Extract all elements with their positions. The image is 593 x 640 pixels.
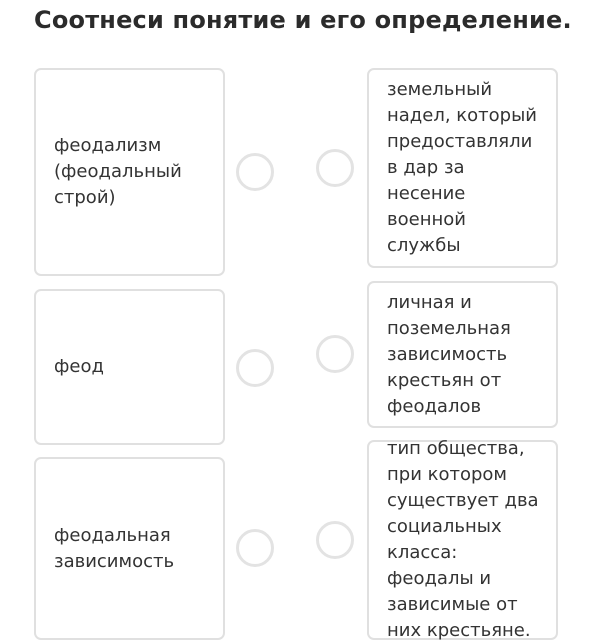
definition-text: тип общества, при котором существует два социальных класса: феодалы и зависимые от них крестьяне. bbox=[387, 438, 539, 640]
concept-card-3[interactable] bbox=[34, 457, 225, 640]
definition-text: личная и поземельная зависимость крестьян от феодалов bbox=[387, 291, 511, 417]
concept-label: феодализм (феодальный строй) bbox=[54, 135, 182, 208]
left-connector-dot-2[interactable] bbox=[236, 349, 274, 387]
left-connector-dot-3[interactable] bbox=[236, 529, 274, 567]
right-connector-dot-3[interactable] bbox=[316, 521, 354, 559]
left-connector-dot-1[interactable] bbox=[236, 153, 274, 191]
definition-card-3[interactable] bbox=[367, 440, 558, 640]
concept-card-1[interactable] bbox=[34, 68, 225, 276]
right-connector-dot-2[interactable] bbox=[316, 335, 354, 373]
page-title: Соотнеси понятие и его определение. bbox=[34, 6, 572, 34]
concept-label: феодальная зависимость bbox=[54, 524, 175, 572]
definition-text: земельный надел, который предоставляли в дар за несение военной службы bbox=[387, 79, 537, 256]
concept-card-2[interactable] bbox=[34, 289, 225, 445]
right-connector-dot-1[interactable] bbox=[316, 149, 354, 187]
definition-card-1[interactable] bbox=[367, 68, 558, 268]
concept-label: феод bbox=[54, 356, 104, 377]
definition-card-2[interactable] bbox=[367, 281, 558, 428]
